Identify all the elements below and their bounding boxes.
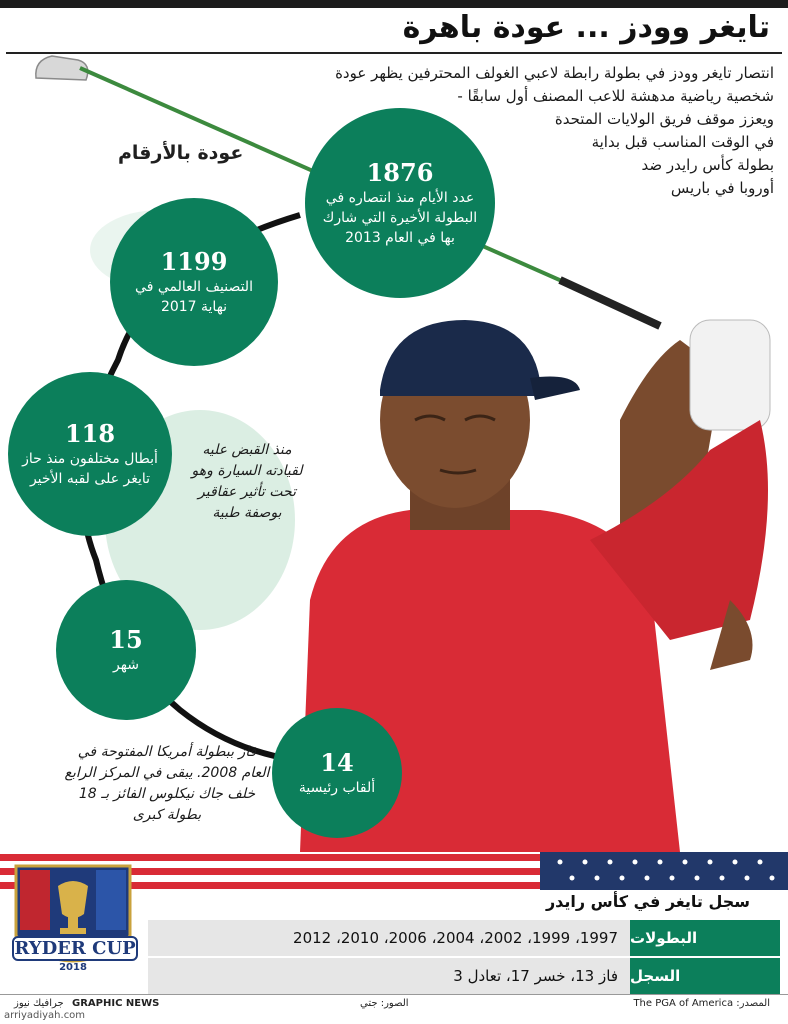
- us-open-note: فاز ببطولة أمريكا المفتوحة في العام 2008. يبقى في المركز الرابع خلف جاك نيكلوس الفائز بـ 18 بطولة كبرى: [64, 744, 270, 823]
- footer-photos: الصور: جتي: [360, 998, 409, 1009]
- ryder-cup-logo: [6, 856, 140, 986]
- row-label: البطولات: [630, 920, 780, 956]
- table-row-record: [148, 956, 780, 994]
- footer-credit-arabic: جرافيك نيوز: [14, 998, 64, 1009]
- stat-circle-ranking: [110, 198, 278, 366]
- numbers-subhead: عودة بالأرقام: [118, 142, 244, 164]
- footer-source: المصدر: The PGA of America: [633, 998, 770, 1009]
- stat-number: 118: [64, 419, 116, 448]
- stat-number: 1199: [160, 247, 228, 276]
- stat-number: 15: [109, 625, 143, 654]
- intro-line: شخصية رياضية مدهشة للاعب المصنف أول سابقًا -: [457, 87, 774, 105]
- stat-label: التصنيف العالمي في نهاية 2017: [135, 279, 253, 315]
- footer-credit: GRAPHIC NEWS: [72, 998, 160, 1009]
- row-label: السجل: [630, 958, 780, 994]
- stat-label: ألقاب رئيسية: [298, 780, 376, 796]
- logo-text: RYDER CUP: [12, 936, 138, 961]
- table-row-titles: [148, 920, 780, 956]
- intro-line: بطولة كأس رايدر ضد: [641, 156, 774, 174]
- intro-line: في الوقت المناسب قبل بداية: [591, 133, 774, 151]
- intro-line: ويعزز موقف فريق الولايات المتحدة: [554, 110, 774, 128]
- stat-label: عدد الأيام منذ انتصاره في البطولة الأخيرة التي شارك بها في العام 2013: [322, 190, 478, 246]
- intro-line: أوروبا في باريس: [670, 179, 774, 197]
- ryder-table-title: سجل تايغر في كأس رايدر: [545, 892, 750, 911]
- footer-divider: [0, 994, 788, 995]
- row-value: 1997، 1999، 2002، 2004، 2006، 2010، 2012: [148, 920, 630, 956]
- page-title: تايغر وودز ... عودة باهرة: [402, 10, 770, 45]
- stat-circle-champions: [8, 372, 172, 536]
- arrest-note: منذ القبض عليه لقيادته السيارة وهو تحت تأثير عقاقير بوصفة طبية: [191, 442, 303, 521]
- stat-number: 14: [320, 748, 354, 777]
- stat-circle-days: [305, 108, 495, 298]
- logo-year: 2018: [59, 962, 87, 973]
- stat-circle-months: [56, 580, 196, 720]
- stat-number: 1876: [366, 158, 434, 187]
- stat-circle-majors: [272, 708, 402, 838]
- footer-site: arriyadiyah.com: [4, 1010, 86, 1021]
- stat-label: شهر: [113, 657, 139, 673]
- row-value: فاز 13، خسر 17، تعادل 3: [148, 958, 630, 994]
- stat-label: أبطال مختلفون منذ حاز تايغر على لقبه الأخير: [22, 451, 158, 487]
- intro-line: انتصار تايغر وودز في بطولة رابطة لاعبي الغولف المحترفين يظهر عودة: [335, 64, 774, 82]
